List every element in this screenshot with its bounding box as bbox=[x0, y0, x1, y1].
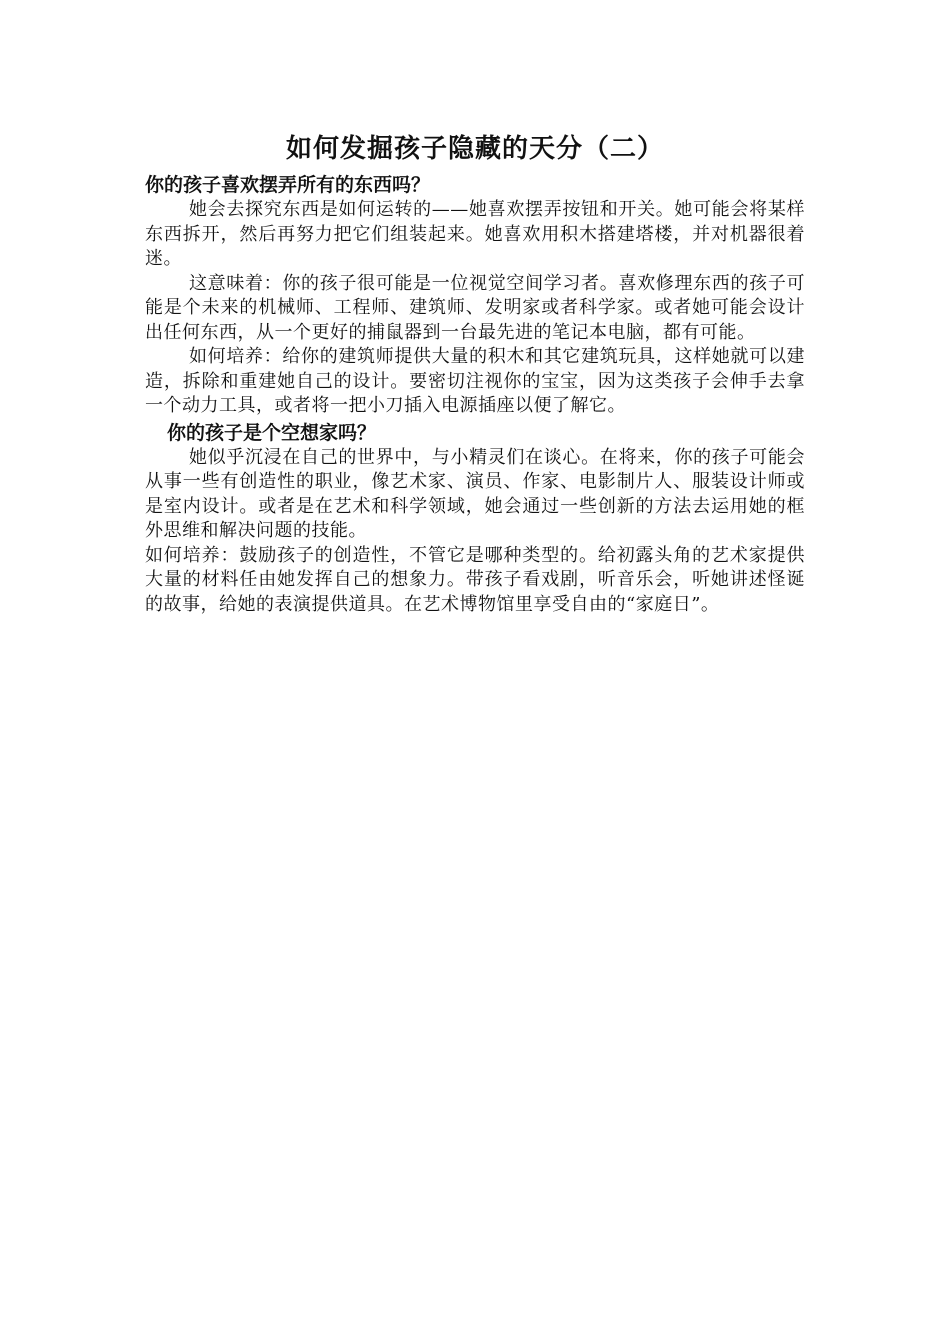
paragraph: 如何培养：给你的建筑师提供大量的积木和其它建筑玩具，这样她就可以建造，拆除和重建她自己的设计。要密切注视你的宝宝，因为这类孩子会伸手去拿一个动力工具，或者将一把小刀插入电源插座以便了解它。 bbox=[145, 346, 805, 416]
paragraph: 这意味着：你的孩子很可能是一位视觉空间学习者。喜欢修理东西的孩子可能是个未来的机械师、工程师、建筑师、发明家或者科学家。或者她可能会设计出任何东西，从一个更好的捕鼠器到一台最先进的笔记本电脑，都有可能。 bbox=[145, 272, 805, 343]
document-body bbox=[145, 172, 805, 617]
paragraph: 如何培养：鼓励孩子的创造性，不管它是哪种类型的。给初露头角的艺术家提供大量的材料任由她发挥自己的想象力。带孩子看戏剧，听音乐会，听她讲述怪诞的故事，给她的表演提供道具。在艺术博物馆里享受自由的“家庭日”。 bbox=[145, 544, 805, 615]
section-heading-dreamer: 你的孩子是个空想家吗？ bbox=[167, 421, 377, 444]
page-title: 如何发掘孩子隐藏的天分（二） bbox=[285, 134, 664, 164]
paragraph: 她似乎沉浸在自己的世界中，与小精灵们在谈心。在将来，你的孩子可能会从事一些有创造性的职业，像艺术家、演员、作家、电影制片人、服装设计师或是室内设计。或者是在艺术和科学领域，她会通过一些创新的方法去运用她的框外思维和解决问题的技能。 bbox=[145, 446, 805, 541]
paragraph: 她会去探究东西是如何运转的——她喜欢摆弄按钮和开关。她可能会将某样东西拆开，然后再努力把它们组装起来。她喜欢用积木搭建塔楼，并对机器很着迷。 bbox=[145, 199, 805, 269]
section-heading-tinkerer: 你的孩子喜欢摆弄所有的东西吗？ bbox=[145, 174, 431, 196]
